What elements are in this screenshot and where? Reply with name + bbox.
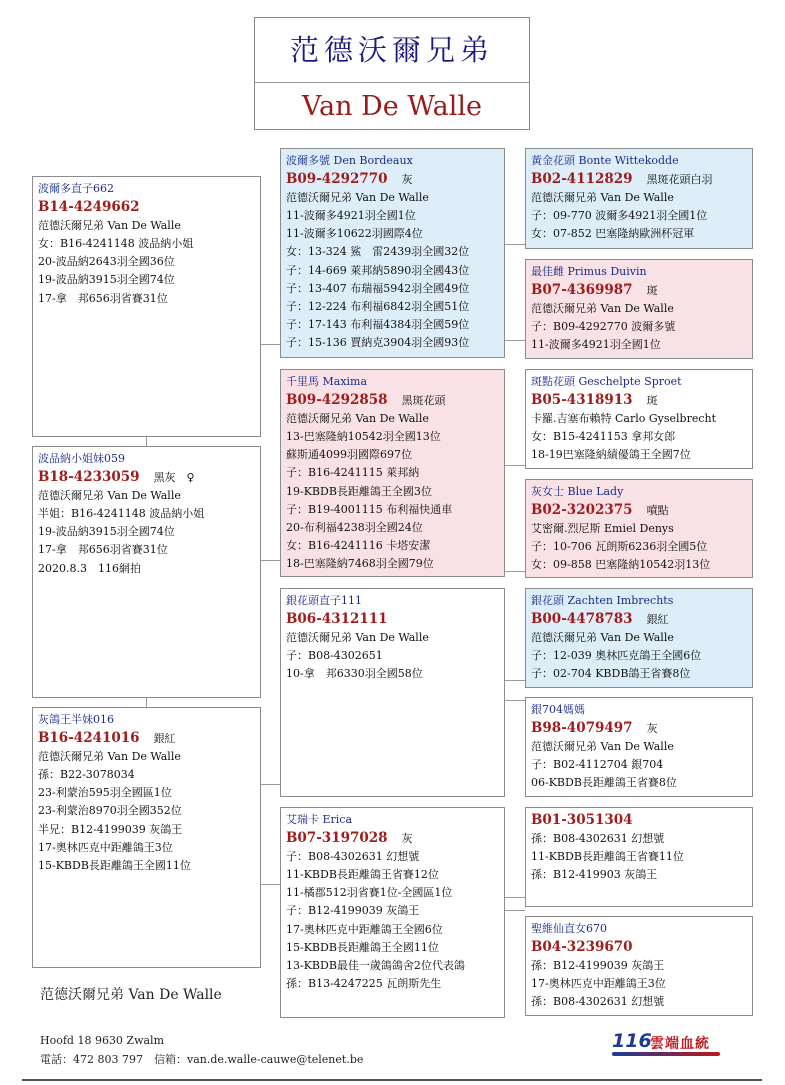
connector-mate1-m1sire [261, 560, 280, 561]
detail-line: 半姐：B16-4241148 波品納小姐 [38, 507, 205, 521]
detail-line: 女：B15-4241153 拿邦女郎 [531, 430, 676, 444]
detail-line: 孫：B12-4199039 灰鴿王 [531, 959, 665, 973]
connector-subject-mate1 [146, 436, 147, 446]
detail-line: 10-拿 邦6330羽全國58位 [286, 667, 423, 681]
detail-line: 子：10-706 瓦朗斯6236羽全國5位 [531, 540, 708, 554]
color-label: 灰 [401, 173, 413, 187]
pedigree-card-subject [32, 176, 261, 437]
color-label: 銀紅 [153, 732, 176, 746]
detail-line: 女：13-324 鯊 雷2439羽全國32位 [286, 245, 470, 259]
detail-line: 17-拿 邦656羽省賽31位 [38, 291, 168, 305]
pigeon-name: 艾瑞卡 Erica [286, 813, 353, 826]
detail-line: 17-奧林匹克中距離鴿王全國6位 [286, 922, 443, 936]
detail-line: 孫：B12-419903 灰鴿王 [531, 868, 658, 882]
detail-line: 子：B16-4241115 萊邦納 [286, 466, 420, 480]
brand-logo [612, 1030, 722, 1056]
pedigree-card-sire [280, 148, 505, 358]
footer-phone-email: 電話：472 803 797 信箱：van.de.walle-cauwe@telenet.be [40, 1053, 364, 1066]
pedigree-card-dam [280, 369, 505, 577]
detail-line: 11-橘郡512羽省賽1位-全國區1位 [286, 886, 453, 900]
connector-dam-dd [505, 571, 525, 572]
ring-number: B09-4292770 [286, 171, 388, 188]
pigeon-name: 最佳雌 Primus Duivin [531, 265, 647, 278]
bottom-divider [22, 1079, 762, 1081]
pedigree-card-mate-2-dam-sire [525, 807, 753, 907]
detail-line: 2020.8.3 116網拍 [38, 561, 141, 575]
detail-line: 13-巴塞隆納10542羽全國13位 [286, 430, 441, 444]
detail-line: 女：B16-4241148 波品納小姐 [38, 237, 194, 251]
detail-line: 孫：B08-4302631 幻想號 [531, 832, 665, 846]
ring-number: B07-3197028 [286, 830, 388, 847]
connector-m1sire-m1ss [505, 680, 525, 681]
footer-address: Hoofd 18 9630 Zwalm [40, 1034, 164, 1047]
detail-line: 卡羅.吉塞布賴特 Carlo Gyselbrecht [531, 412, 717, 426]
detail-line: 子：14-669 萊邦納5890羽全國43位 [286, 263, 470, 277]
detail-line: 范德沃爾兄弟 Van De Walle [531, 740, 674, 754]
pedigree-card-mate-1-sire-sire [525, 588, 753, 688]
color-label: 灰 [646, 722, 658, 736]
pigeon-name: 銀花頭直子111 [286, 594, 362, 607]
pigeon-name: 灰女士 Blue Lady [531, 485, 624, 498]
detail-line: 范德沃爾兄弟 Van De Walle [38, 750, 181, 764]
detail-line: 子：B19-4001115 布利福快通車 [286, 502, 453, 516]
ring-number: B01-3051304 [531, 812, 633, 828]
pedigree-card-sire-sire [525, 148, 753, 249]
connector-m1sire-m1sd [505, 700, 525, 701]
pedigree-card-mate-2 [32, 707, 261, 968]
detail-line: 子：12-039 奧林匹克鴿王全國6位 [531, 649, 702, 663]
ring-number: B06-4312111 [286, 611, 388, 628]
detail-line: 子：13-407 布瑞福5942羽全國49位 [286, 281, 470, 295]
pigeon-name: 波爾多號 Den Bordeaux [286, 154, 413, 167]
connector-m2dam-m2dd [505, 910, 525, 911]
detail-line: 20-波品納2643羽全國36位 [38, 255, 175, 269]
ring-number: B02-4112829 [531, 171, 633, 188]
detail-line: 范德沃爾兄弟 Van De Walle [286, 631, 429, 645]
ring-number: B09-4292858 [286, 392, 388, 409]
detail-line: 19-KBDB長距離鴿王全國3位 [286, 484, 432, 498]
detail-line: 11-KBDB長距離鴿王省賽11位 [531, 850, 684, 864]
detail-line: 17-拿 邦656羽省賽31位 [38, 543, 168, 557]
detail-line: 子：02-704 KBDB鴿王省賽8位 [531, 667, 691, 681]
connector-sire-ss [505, 244, 525, 245]
detail-line: 子：12-224 布利福6842羽全國51位 [286, 299, 470, 313]
detail-line: 子：17-143 布利福4384羽全國59位 [286, 317, 470, 331]
color-label: 斑 [646, 394, 658, 408]
detail-line: 17-奧林匹克中距離鴿王3位 [531, 977, 666, 991]
detail-line: 子：B02-4112704 銀704 [531, 758, 664, 772]
detail-line: 15-KBDB長距離鴿王全國11位 [38, 858, 191, 872]
detail-line: 孫：B08-4302631 幻想號 [531, 995, 665, 1009]
detail-line: 范德沃爾兄弟 Van De Walle [531, 631, 674, 645]
pigeon-name: 灰鴿王半妹016 [38, 713, 114, 726]
connector-mate2-m1sire [261, 784, 280, 785]
pedigree-card-mate-2-dam-dam [525, 916, 753, 1016]
ring-number: B98-4079497 [531, 720, 633, 737]
connector-sire-sd [505, 340, 525, 341]
pedigree-card-mate-2-dam [280, 807, 505, 1018]
detail-line: 女：09-858 巴塞隆納10542羽13位 [531, 558, 711, 572]
detail-line: 23-利蒙治8970羽全國352位 [38, 804, 182, 818]
loft-title-english: Van De Walle [301, 91, 483, 122]
connector-subject-sire [261, 344, 280, 345]
connector-m2dam-m2ds [505, 897, 525, 898]
detail-line: 艾密爾.烈尼斯 Emiel Denys [531, 522, 674, 536]
detail-line: 子：B09-4292770 波爾多號 [531, 320, 676, 334]
brand-swoosh [612, 1052, 720, 1056]
detail-line: 子：15-136 賈納克3904羽全國93位 [286, 335, 470, 349]
detail-line: 11-波爾多10622羽國際4位 [286, 227, 423, 241]
detail-line: 19-波品納3915羽全國74位 [38, 273, 175, 287]
footer-contact [40, 1031, 363, 1069]
detail-line: 范德沃爾兄弟 Van De Walle [286, 412, 429, 426]
detail-line: 子：09-770 波爾多4921羽全國1位 [531, 209, 708, 223]
pigeon-name: 千里馬 Maxima [286, 375, 368, 388]
detail-line: 子：B08-4302651 [286, 649, 383, 663]
pigeon-name: 銀花頭 Zachten Imbrechts [531, 594, 674, 607]
ring-number: B05-4318913 [531, 392, 633, 409]
pedigree-card-dam-sire [525, 369, 753, 469]
detail-line: 20-布利福4238羽全國24位 [286, 520, 423, 534]
detail-line: 范德沃爾兄弟 Van De Walle [38, 489, 181, 503]
ring-number: B16-4241016 [38, 730, 140, 747]
detail-line: 子：B08-4302631 幻想號 [286, 850, 420, 864]
color-label: 黑斑花頭 [401, 394, 446, 408]
pigeon-name: 黃金花頭 Bonte Wittekodde [531, 154, 679, 167]
pedigree-card-mate-1-sire-dam [525, 697, 753, 797]
color-label: 灰 [401, 832, 413, 846]
color-label: 噴點 [646, 504, 669, 518]
pedigree-card-sire-dam [525, 259, 753, 359]
ring-number: B07-4369987 [531, 282, 633, 299]
title-divider [255, 82, 529, 83]
loft-title-box [254, 17, 530, 130]
detail-line: 18-19巴塞隆納績優鴿王全國7位 [531, 448, 691, 462]
detail-line: 13-KBDB最佳一歲鴿鴿舍2位代表鴿 [286, 958, 465, 972]
detail-line: 女：07-852 巴塞隆納歐洲杯冠軍 [531, 227, 695, 241]
detail-line: 孫：B13-4247225 瓦朗斯先生 [286, 976, 442, 990]
connector-mate2-m2dam [261, 884, 280, 885]
ring-number: B18-4233059 [38, 469, 140, 486]
color-label: 黑斑花頭白羽 [646, 173, 713, 187]
detail-line: 15-KBDB長距離鴿王全國11位 [286, 940, 439, 954]
detail-line: 蘇斯通4099羽國際697位 [286, 448, 412, 462]
detail-line: 范德沃爾兄弟 Van De Walle [531, 302, 674, 316]
detail-line: 范德沃爾兄弟 Van De Walle [531, 191, 674, 205]
ring-number: B02-3202375 [531, 502, 633, 519]
pigeon-name: 波品納小姐妹059 [38, 452, 125, 465]
pigeon-name: 斑點花頭 Geschelpte Sproet [531, 375, 682, 388]
detail-line: 子：B12-4199039 灰鴿王 [286, 904, 420, 918]
pedigree-card-mate-1-sire [280, 588, 505, 797]
detail-line: 11-波爾多4921羽全國1位 [286, 209, 416, 223]
footer-loft-name: 范德沃爾兄弟 Van De Walle [40, 987, 222, 1003]
detail-line: 19-波品納3915羽全國74位 [38, 525, 175, 539]
pigeon-name: 銀704媽媽 [531, 703, 585, 716]
brand-number: 116 [612, 1030, 652, 1052]
detail-line: 06-KBDB長距離鴿王省賽8位 [531, 776, 677, 790]
connector-dam-ds [505, 465, 525, 466]
color-label: 銀紅 [646, 613, 669, 627]
ring-number: B00-4478783 [531, 611, 633, 628]
ring-number: B04-3239670 [531, 939, 633, 956]
brand-text: 雲端血統 [650, 1036, 710, 1052]
detail-line: 半兄：B12-4199039 灰鴿王 [38, 822, 183, 836]
detail-line: 23-利蒙治595羽全國區1位 [38, 786, 172, 800]
color-label: 斑 [646, 284, 658, 298]
detail-line: 11-波爾多4921羽全國1位 [531, 338, 661, 352]
ring-number: B14-4249662 [38, 199, 140, 216]
detail-line: 范德沃爾兄弟 Van De Walle [38, 219, 181, 233]
pigeon-name: 聖維仙直女670 [531, 922, 607, 935]
detail-line: 17-奧林匹克中距離鴿王3位 [38, 840, 173, 854]
pedigree-card-dam-dam [525, 479, 753, 578]
detail-line: 范德沃爾兄弟 Van De Walle [286, 191, 429, 205]
detail-line: 18-巴塞隆納7468羽全國79位 [286, 556, 434, 570]
detail-line: 11-KBDB長距離鴿王省賽12位 [286, 868, 439, 882]
detail-line: 孫：B22-3078034 [38, 768, 135, 782]
pigeon-name: 波爾多直子662 [38, 182, 114, 195]
pedigree-card-mate-1 [32, 446, 261, 698]
detail-line: 女：B16-4241116 卡塔安潔 [286, 538, 431, 552]
color-label: 黑灰 ♀ [153, 471, 195, 485]
loft-title-chinese: 范德沃爾兄弟 [289, 33, 494, 67]
connector-mate1-mate2 [146, 697, 147, 707]
